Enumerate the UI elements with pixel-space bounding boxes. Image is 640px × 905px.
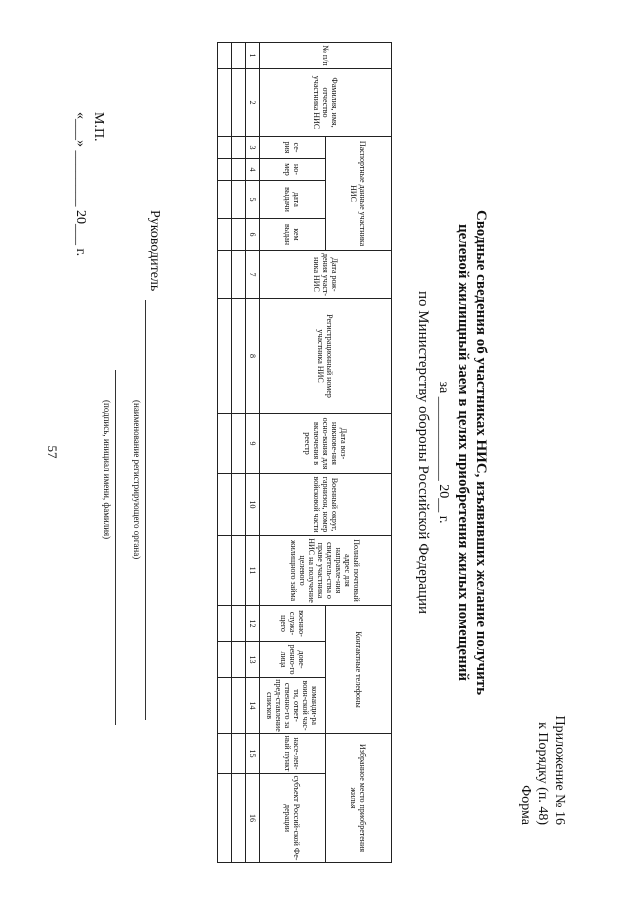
sign-line bbox=[115, 370, 130, 725]
header-passport-group: Паспортные данные участника НИС bbox=[326, 137, 392, 251]
annex-line-2: к Порядку (п. 48) bbox=[535, 722, 550, 825]
column-number: 16 bbox=[246, 774, 260, 863]
header-phone-trustee: дове-ренно-го лица bbox=[260, 642, 326, 678]
summary-table bbox=[217, 42, 392, 863]
header-contacts-group: Контактные телефоны bbox=[326, 606, 392, 734]
header-phone-serviceman: военно-служа-щего bbox=[260, 606, 326, 642]
column-number: 3 bbox=[246, 137, 260, 159]
header-reg-number: Регистрационный номер участника НИС bbox=[260, 299, 392, 414]
header-issue-date: дата выдачи bbox=[260, 181, 326, 219]
title-line-1: Сводные сведения об участниках НИС, изъявивших желание получить bbox=[473, 209, 489, 696]
page-number: 57 bbox=[45, 445, 60, 459]
table-row bbox=[218, 43, 232, 863]
column-number: 10 bbox=[246, 474, 260, 536]
column-number: 5 bbox=[246, 181, 260, 219]
annex-line-1: Приложение № 16 bbox=[552, 715, 567, 825]
header-series: се-рия bbox=[260, 137, 326, 159]
header-full-name: Фамилия, имя, отчество участника НИС bbox=[260, 69, 392, 137]
sign-caption: (подпись, инициал имени, фамилия) bbox=[102, 400, 112, 540]
column-number: 7 bbox=[246, 251, 260, 299]
column-number: 2 bbox=[246, 69, 260, 137]
column-number: 13 bbox=[246, 642, 260, 678]
header-federal-subject: субъект Россий-ской Фе-дерации bbox=[260, 774, 326, 863]
table-row bbox=[232, 43, 246, 863]
column-number: 15 bbox=[246, 734, 260, 774]
header-issued-by: кем выдан bbox=[260, 219, 326, 251]
title-block bbox=[413, 120, 490, 785]
header-number: № п/п bbox=[260, 43, 392, 69]
header-settlement: насе-лен-ный пункт bbox=[260, 734, 326, 774]
org-caption: (наименование регистрирующего органа) bbox=[132, 400, 142, 560]
column-number: 9 bbox=[246, 414, 260, 474]
annex-line-3: Форма bbox=[518, 785, 533, 825]
header-military-unit: Военный округ, гарнизон, номер войсковой части bbox=[260, 474, 392, 536]
header-place-group: Избранное место приобретения жилья bbox=[326, 734, 392, 863]
title-period: за ____________ 20__ г. bbox=[436, 381, 451, 524]
signature-date: «___» ________ 20___ г. bbox=[73, 112, 88, 257]
head-label: Руководитель bbox=[147, 210, 162, 292]
header-basis-date: Дата воз-никнове-ния осно-вания для включения в реестр bbox=[260, 414, 392, 474]
header-phone-commander: команди-ра воин-ской час-ти, ответ-ственно-го за пред-ставление списков bbox=[260, 678, 326, 734]
title-ministry: по Министерству обороны Российской Федерации bbox=[415, 290, 431, 615]
column-number: 1 bbox=[246, 43, 260, 69]
header-postal-address: Полный почтовый адрес для направле-ния свидетель-ства о праве участника НИС на получение целевого жилищного займа bbox=[260, 536, 392, 606]
column-number: 8 bbox=[246, 299, 260, 414]
stamp-place: М.П. bbox=[91, 112, 106, 142]
title-line-2: целевой жилищный заем в целях приобретения жилых помещений bbox=[455, 223, 471, 682]
column-number: 4 bbox=[246, 159, 260, 181]
header-passport-number: но-мер bbox=[260, 159, 326, 181]
column-number-row bbox=[246, 43, 260, 863]
org-line bbox=[145, 300, 162, 720]
column-number: 14 bbox=[246, 678, 260, 734]
annex-block bbox=[517, 716, 568, 826]
column-number: 11 bbox=[246, 536, 260, 606]
header-birth-date: Дата рож-дения участ-ника НИС bbox=[260, 251, 392, 299]
column-number: 6 bbox=[246, 219, 260, 251]
column-number: 12 bbox=[246, 606, 260, 642]
